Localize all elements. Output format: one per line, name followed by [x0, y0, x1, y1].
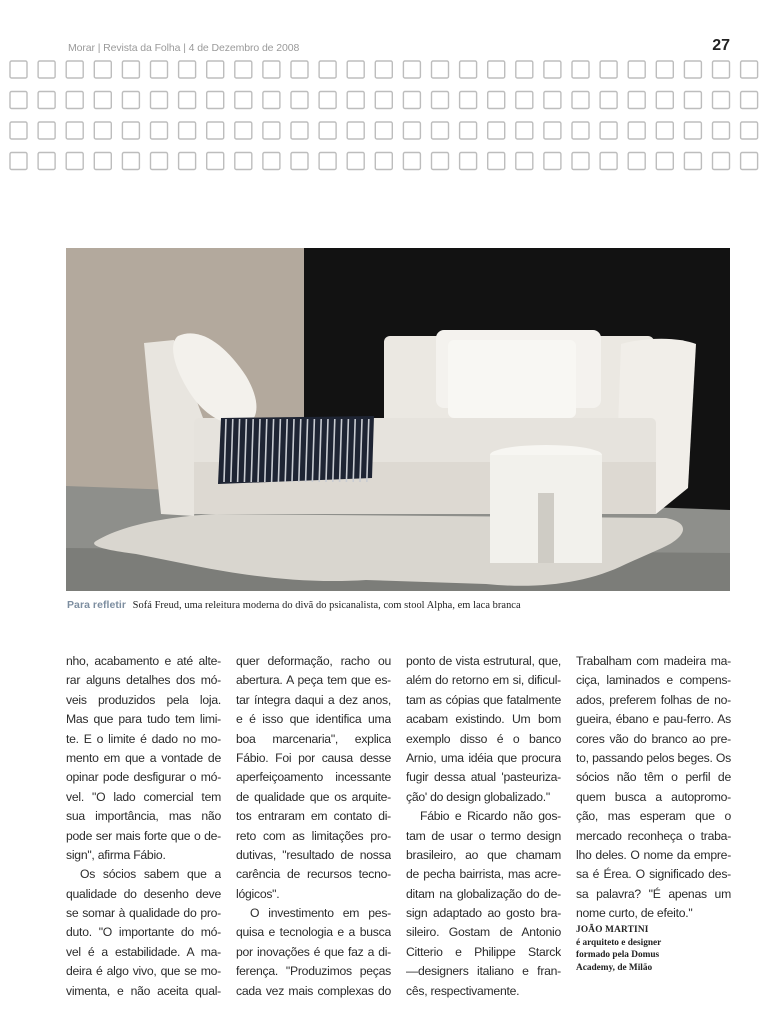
- article-line: quem busca a autopromo-: [576, 789, 731, 804]
- author-bio-line: Academy, de Milão: [576, 962, 653, 973]
- grid-box: [263, 61, 280, 78]
- article-column-3: [406, 652, 561, 1001]
- article-line: além do retorno em si, dificul-: [406, 673, 561, 688]
- grid-box: [684, 92, 701, 109]
- article-line: lho deles. O nome da empre-: [576, 847, 731, 862]
- article-line: boa marcenaria", explica: [236, 731, 391, 746]
- grid-box: [600, 61, 617, 78]
- grid-box: [516, 122, 533, 139]
- grid-box: [263, 122, 280, 139]
- article-line: sileiro. Gostam de Antonio: [406, 925, 561, 940]
- grid-box: [179, 122, 196, 139]
- grid-box: [375, 122, 392, 139]
- grid-box: [713, 61, 730, 78]
- article-line: por inovações é que faz a di-: [236, 944, 391, 959]
- grid-box: [656, 122, 673, 139]
- article-line: cores vão do branco ao pre-: [576, 731, 731, 746]
- article-line: ciça, laminados e compens-: [576, 673, 731, 688]
- grid-box: [713, 153, 730, 170]
- article-line: cada vez mais complexas do: [236, 983, 391, 998]
- grid-box: [741, 122, 758, 139]
- caption-text: Sofá Freud, uma releitura moderna do divã do psicanalista, com stool Alpha, em laca branca: [132, 600, 521, 611]
- grid-box: [207, 61, 224, 78]
- decorative-box-grid: [9, 60, 761, 172]
- article-line: Arnio, uma idéia que procura: [406, 750, 561, 765]
- grid-box: [319, 61, 336, 78]
- article-line: rar alguns detalhes dos mó-: [66, 673, 221, 688]
- grid-box: [235, 92, 252, 109]
- article-line: vel é a estabilidade. A ma-: [66, 944, 221, 959]
- grid-box: [207, 122, 224, 139]
- grid-box: [319, 153, 336, 170]
- grid-box: [179, 153, 196, 170]
- grid-box: [151, 122, 168, 139]
- grid-box: [263, 92, 280, 109]
- article-line: ditam na globalização do de-: [406, 886, 561, 901]
- grid-box: [544, 92, 561, 109]
- sofa-photo: [66, 248, 730, 591]
- article-line: ados, preferem folhas de no-: [576, 692, 731, 707]
- grid-box: [151, 61, 168, 78]
- grid-box: [572, 61, 589, 78]
- grid-box: [10, 122, 27, 139]
- grid-box: [10, 92, 27, 109]
- grid-box: [235, 122, 252, 139]
- grid-box: [122, 122, 139, 139]
- article-line: mento em que a vontade de: [66, 750, 221, 765]
- grid-box: [122, 92, 139, 109]
- grid-box: [10, 61, 27, 78]
- article-line: e é isso que identifica uma: [236, 712, 391, 727]
- photo-stool-slot: [538, 493, 554, 563]
- grid-box: [263, 153, 280, 170]
- grid-box: [291, 153, 308, 170]
- grid-box: [94, 92, 111, 109]
- article-line: te. E o limite é dado no mo-: [66, 731, 221, 746]
- grid-box: [600, 153, 617, 170]
- grid-box: [122, 153, 139, 170]
- grid-box: [347, 153, 364, 170]
- grid-box: [488, 153, 505, 170]
- grid-box: [628, 92, 645, 109]
- grid-box: [319, 92, 336, 109]
- grid-box: [544, 122, 561, 139]
- grid-box: [516, 92, 533, 109]
- article-line: reto com as limitações pro-: [236, 828, 391, 843]
- grid-box: [600, 122, 617, 139]
- article-line: aperfeiçoamento incessante: [236, 770, 391, 785]
- grid-box: [151, 92, 168, 109]
- article-line: carência de recursos tecno-: [236, 867, 391, 882]
- grid-box: [151, 153, 168, 170]
- author-bio: [576, 937, 736, 975]
- grid-box: [741, 61, 758, 78]
- running-head: Morar | Revista da Folha | 4 de Dezembro de 2008: [68, 42, 300, 54]
- article-line: dutivas, "resultado de nossa: [236, 847, 391, 862]
- article-line: ponto de vista estrutural, que,: [406, 654, 561, 668]
- author-name: JOÃO MARTINI: [576, 925, 649, 935]
- grid-box: [179, 61, 196, 78]
- grid-box: [460, 153, 477, 170]
- grid-box: [207, 153, 224, 170]
- article-line: deira é algo vivo, que se mo-: [66, 964, 221, 979]
- article-line: sign", afirma Fábio.: [66, 847, 166, 862]
- grid-box: [38, 122, 55, 139]
- grid-box: [347, 122, 364, 139]
- grid-box: [628, 153, 645, 170]
- grid-box: [235, 61, 252, 78]
- grid-box: [122, 61, 139, 78]
- grid-box: [741, 92, 758, 109]
- article-line: tam as cópias que fatalmente: [406, 692, 561, 707]
- article-line: veis produzidos pela loja.: [66, 692, 221, 707]
- grid-box: [66, 153, 83, 170]
- grid-box: [403, 61, 420, 78]
- article-line: mercado reconheça o traba-: [576, 828, 731, 843]
- throw-base: [218, 416, 374, 484]
- article-line: abertura. A peça tem que es-: [236, 673, 391, 688]
- article-line: Mas que para tudo tem limi-: [66, 712, 221, 727]
- grid-box: [179, 92, 196, 109]
- article-line: qualidade do desenho deve: [66, 886, 221, 901]
- article-line: tos entraram em contato di-: [236, 809, 391, 824]
- grid-box: [656, 61, 673, 78]
- grid-box: [347, 61, 364, 78]
- grid-box: [375, 61, 392, 78]
- article-line: Fábio e Ricardo não gos-: [420, 809, 561, 824]
- grid-box: [460, 122, 477, 139]
- grid-box: [488, 61, 505, 78]
- article-line: ção, mas esperam que o: [576, 809, 731, 824]
- article-line: sa palavra? "É apenas um: [576, 886, 731, 901]
- article-line: O investimento em pes-: [250, 906, 391, 921]
- grid-box: [291, 61, 308, 78]
- grid-box: [432, 122, 449, 139]
- grid-box: [684, 153, 701, 170]
- author-bio-line: formado pela Domus: [576, 950, 660, 961]
- article-line: acabam existindo. Um bom: [406, 712, 561, 727]
- grid-box: [460, 61, 477, 78]
- article-line: sócios não têm o perfil de: [576, 770, 731, 785]
- article-line: Fábio. Foi por causa desse: [236, 750, 391, 765]
- grid-box: [628, 122, 645, 139]
- grid-box: [38, 153, 55, 170]
- article-line: se somar à qualidade do pro-: [66, 906, 221, 921]
- grid-box: [713, 92, 730, 109]
- grid-box: [403, 153, 420, 170]
- article-line: nome curto, de efeito.": [576, 906, 693, 921]
- photo-caption: [67, 599, 747, 611]
- grid-box: [291, 92, 308, 109]
- grid-box: [460, 92, 477, 109]
- article-line: Trabalham com madeira ma-: [576, 654, 731, 668]
- article-line: brasileiro, ao que chamam: [406, 847, 561, 862]
- article-line: vimenta, e não aceita qual-: [66, 983, 221, 998]
- grid-box: [94, 153, 111, 170]
- article-column-1: [66, 652, 221, 1001]
- article-line: gueira, ébano e pau-ferro. As: [576, 712, 731, 727]
- article-line: duto. "O importante do mó-: [66, 925, 221, 940]
- grid-box: [684, 61, 701, 78]
- photo-cushion-back-small: [448, 340, 576, 418]
- grid-box: [656, 92, 673, 109]
- article-line: tam de usar o termo design: [406, 828, 561, 843]
- caption-label: Para refletir: [67, 599, 127, 611]
- grid-box: [628, 61, 645, 78]
- grid-box: [488, 122, 505, 139]
- grid-box: [66, 92, 83, 109]
- grid-box: [741, 153, 758, 170]
- grid-box: [347, 92, 364, 109]
- article-line: lógicos".: [236, 886, 280, 901]
- article-column-4: [576, 652, 731, 923]
- article-line: quer deformação, racho ou: [236, 654, 391, 668]
- article-line: pode ser mais forte que o de-: [66, 828, 221, 843]
- grid-box: [403, 92, 420, 109]
- article-line: sa é Érea. O significado des-: [576, 867, 731, 882]
- grid-box: [432, 153, 449, 170]
- photo-striped-throw: [218, 416, 374, 484]
- article-line: de qualidade que os arquite-: [236, 789, 391, 804]
- grid-box: [572, 122, 589, 139]
- grid-box: [684, 122, 701, 139]
- grid-box: [516, 61, 533, 78]
- grid-box: [572, 153, 589, 170]
- grid-box: [432, 61, 449, 78]
- grid-box: [66, 122, 83, 139]
- article-line: sua importância, mas não: [66, 809, 221, 824]
- article-line: cês, respectivamente.: [406, 983, 520, 998]
- grid-box: [656, 153, 673, 170]
- grid-box: [516, 153, 533, 170]
- grid-box: [94, 122, 111, 139]
- article-line: sign adaptado ao gosto bra-: [406, 906, 561, 921]
- grid-box: [94, 61, 111, 78]
- grid-box: [66, 61, 83, 78]
- article-line: tar íntegra daqui a dez anos,: [236, 692, 391, 707]
- author-box: [576, 924, 736, 974]
- article-line: Citterio e Philippe Starck: [406, 944, 561, 959]
- article-line: ferença. "Produzimos peças: [236, 964, 391, 979]
- author-bio-line: é arquiteto e designer: [576, 937, 662, 948]
- grid-box: [291, 122, 308, 139]
- article-line: fugir dessa atual 'pasteuriza-: [406, 770, 561, 785]
- article-line: Os sócios sabem que a: [80, 867, 221, 882]
- article-line: to, passando pelos beges. Os: [576, 750, 731, 765]
- grid-box: [403, 122, 420, 139]
- article-line: ção' do design globalizado.": [406, 789, 550, 804]
- grid-box: [207, 92, 224, 109]
- grid-box: [235, 153, 252, 170]
- grid-box: [38, 92, 55, 109]
- article-line: vel. "O lado comercial tem: [66, 789, 221, 804]
- grid-box: [432, 92, 449, 109]
- grid-box: [375, 92, 392, 109]
- article-line: opinar pode desfigurar o mó-: [66, 770, 221, 785]
- article-line: —designers italiano e fran-: [406, 964, 561, 979]
- grid-box: [375, 153, 392, 170]
- grid-box: [544, 61, 561, 78]
- article-line: exemplo disso é o banco: [406, 731, 561, 746]
- grid-box: [38, 61, 55, 78]
- grid-box: [600, 92, 617, 109]
- page-number: 27: [712, 37, 730, 54]
- article-line: nho, acabamento e até alte-: [66, 654, 221, 668]
- grid-box: [572, 92, 589, 109]
- article-column-2: [236, 652, 391, 1001]
- grid-box: [10, 153, 27, 170]
- grid-box: [713, 122, 730, 139]
- grid-box: [544, 153, 561, 170]
- article-line: quisa e tecnologia e a busca: [236, 925, 391, 940]
- grid-box: [488, 92, 505, 109]
- article-line: de pecha bairrista, mas acre-: [406, 867, 561, 882]
- grid-box: [319, 122, 336, 139]
